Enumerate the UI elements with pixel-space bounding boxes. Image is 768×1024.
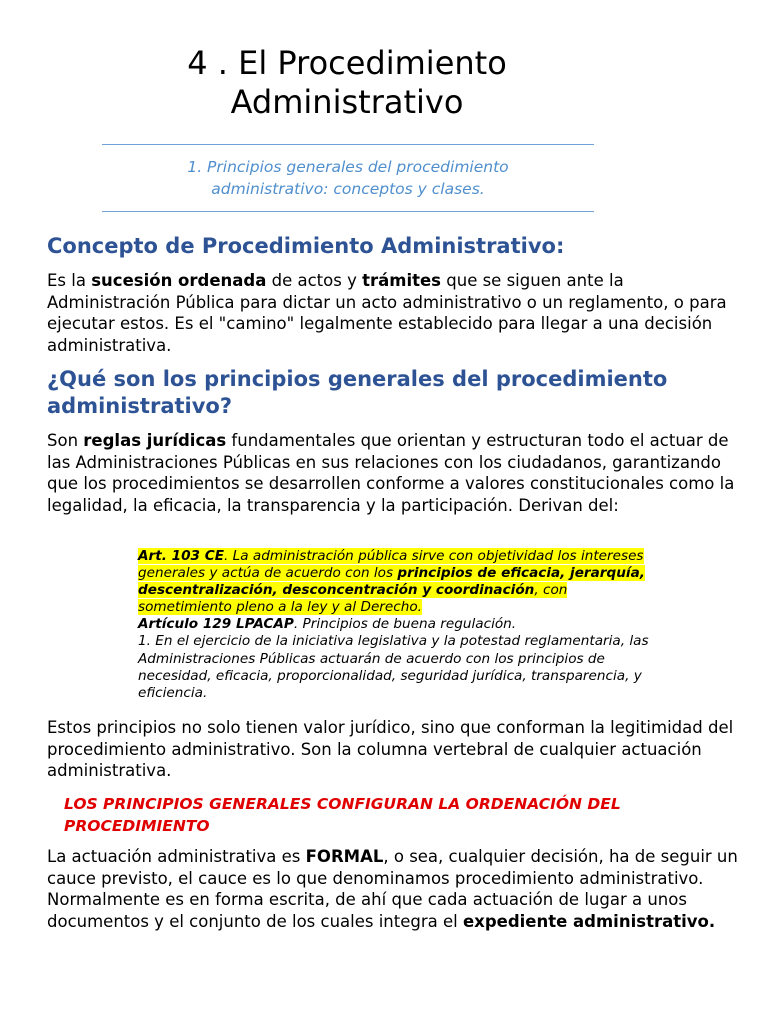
paragraph-formal [47,846,747,933]
top-divider [102,144,594,145]
title-line-1: 4 . El Procedimiento [187,44,507,82]
heading-concepto: Concepto de Procedimiento Administrativo: [47,234,565,258]
formal-bold-2: expediente administrativo. [462,912,716,932]
subtitle [102,156,594,200]
legal-quote [138,548,658,702]
art129-line-1: 1. En el ejercicio de la iniciativa legislativa y la potestad reglamentaria, las [138,633,649,650]
concepto-bold-1: sucesión ordenada [91,271,267,290]
art129-label: Artículo 129 LPACAP [138,616,294,633]
art103-text-2: , con sometimiento pleno a la ley y al Derecho. [138,582,568,616]
art103-highlight [138,548,645,615]
bottom-divider [102,211,594,212]
concepto-text-2: de actos y [266,271,363,290]
paragraph-concepto [47,270,747,357]
formal-bold-1: FORMAL [305,847,384,866]
concepto-text-3: que se siguen ante la Administración Pública para dictar un acto administrativo o un reglamento, o para ejecutar estos. Es el "camino" legalmente establecido para llegar a una decisión administrativa. [47,271,727,356]
heading-principios: ¿Qué son los principios generales del procedimiento administrativo? [47,367,668,418]
concepto-bold-2: trámites [362,271,442,290]
subtitle-line-1: 1. Principios generales del procedimiento [187,158,509,176]
art129-text-1: . Principios de buena regulación. [293,616,517,633]
formal-text-1: La actuación administrativa es [47,847,306,866]
page-title [100,44,594,122]
red-heading: LOS PRINCIPIOS GENERALES CONFIGURAN LA ORDENACIÓN DEL PROCEDIMIENTO [64,795,621,835]
art129-line-2: Administraciones Públicas actuarán de acuerdo con los principios de necesidad, eficacia, proporcionalidad, seguridad jurídica, transparencia, y eficiencia. [138,650,642,701]
principios-text-1: Son [47,431,84,450]
art103-bold: principios de eficacia, jerarquía, descentralización, desconcentración y coordinación [138,565,645,599]
principios-bold-1: reglas jurídicas [83,431,227,450]
art103-label: Art. 103 CE [138,548,224,564]
paragraph-valor: Estos principios no solo tienen valor jurídico, sino que conforman la legitimidad del procedimiento administrativo. Son la columna vertebral de cualquier actuación administrativa. [47,718,734,781]
formal-text-2: , o sea, cualquier decisión, ha de seguir un cauce previsto, el cauce es lo que denominamos procedimiento administrativo. Normalmente es en forma escrita, de ahí que cada actuación de lugar a unos documentos y el conjunto de los cuales integra el [47,847,738,932]
paragraph-principios [47,430,747,517]
art103-text-1: . La administración pública sirve con objetividad los intereses generales y actúa de acuerdo con los [138,548,644,582]
principios-text-2: fundamentales que orientan y estructuran todo el actuar de las Administraciones Públicas en sus relaciones con los ciudadanos, garantizando que los procedimientos se desarrollen conforme a valores constitucionales como la legalidad, la eficacia, la transparencia y la participación. Derivan del: [47,431,735,516]
concepto-text-1: Es la [47,271,92,290]
title-line-2: Administrativo [230,83,464,121]
subtitle-line-2: administrativo: conceptos y clases. [211,180,485,198]
